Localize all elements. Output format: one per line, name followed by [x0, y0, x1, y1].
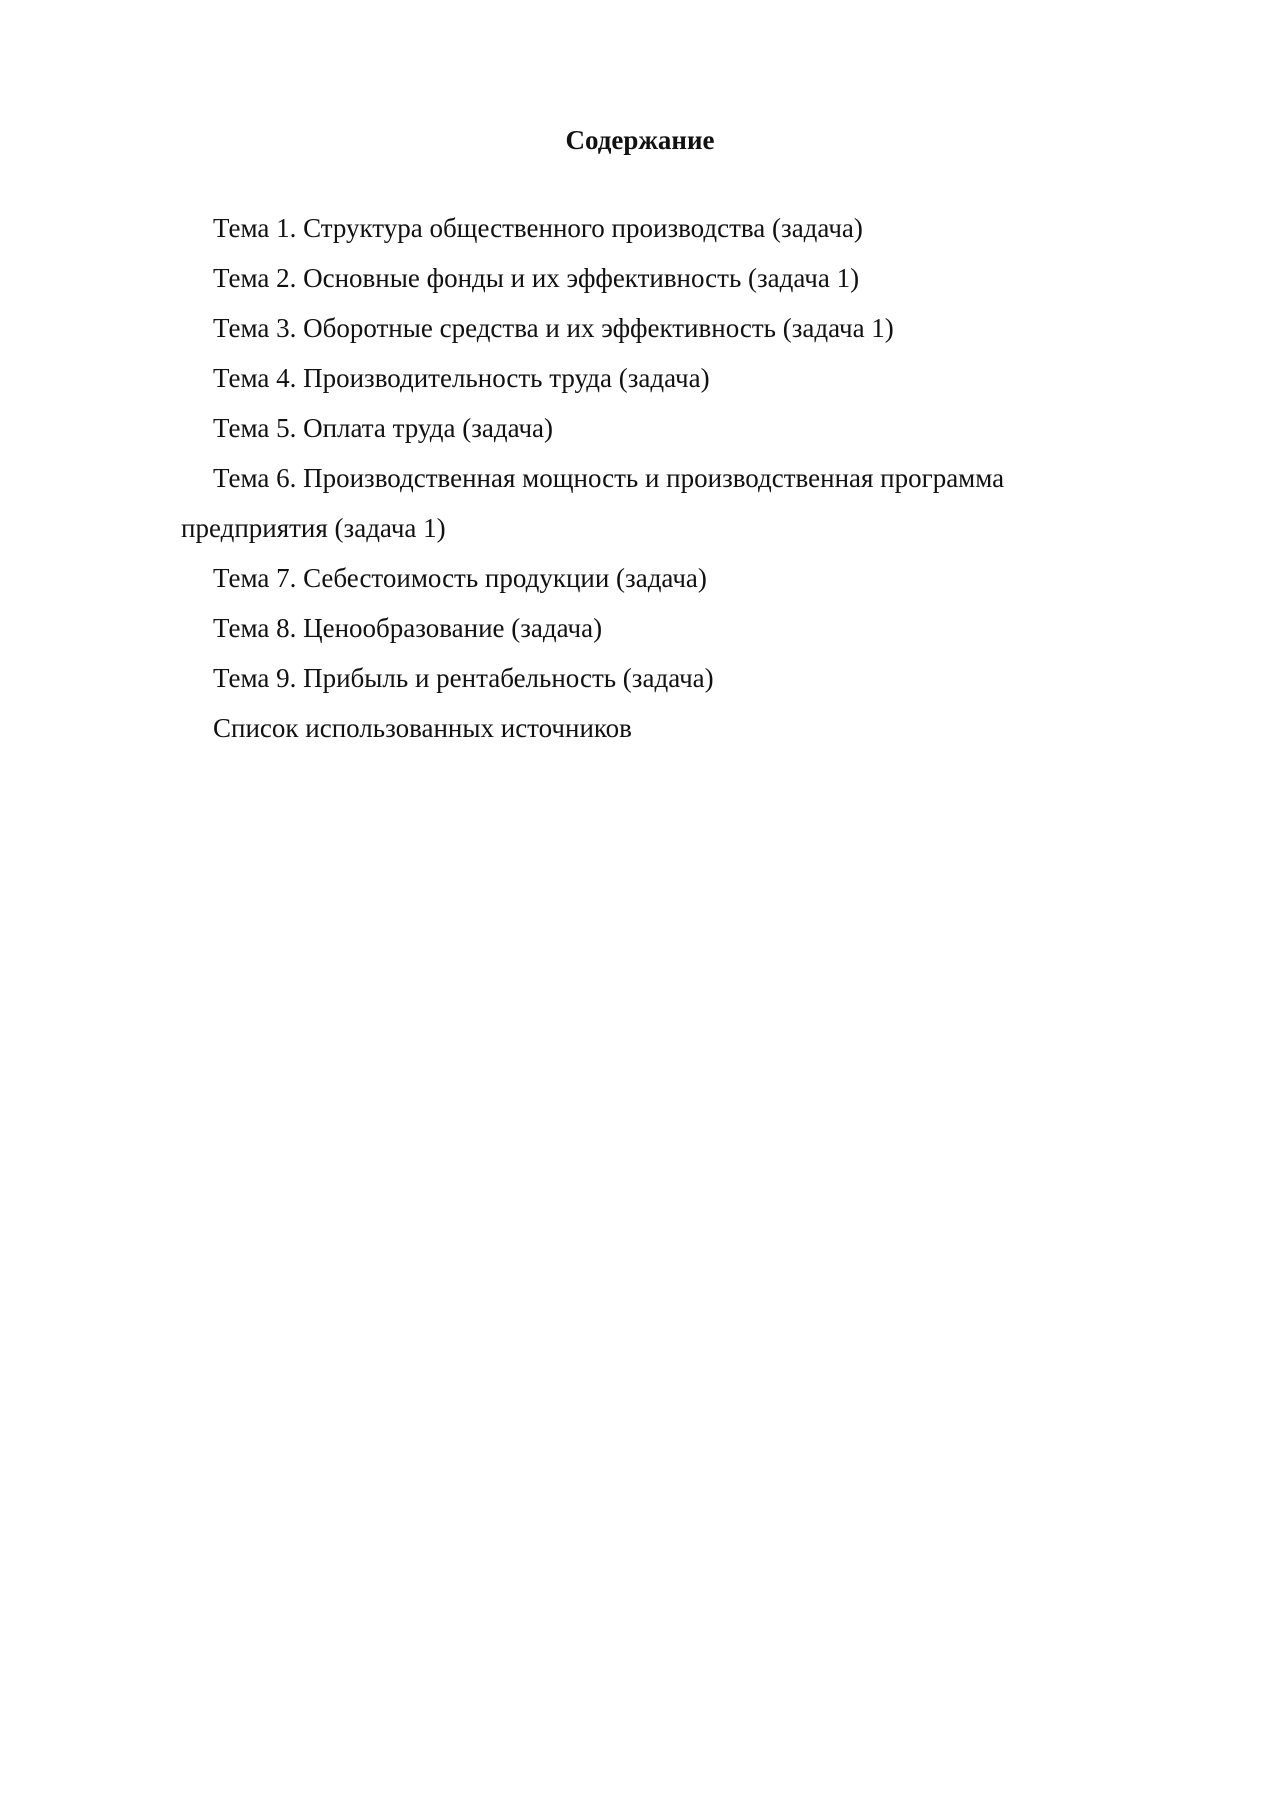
toc-item-topic-9: Тема 9. Прибыль и рентабельность (задача) — [213, 663, 714, 693]
toc-item-references: Список использованных источников — [213, 713, 632, 743]
page-title: Содержание — [565, 125, 715, 155]
toc-item-topic-6: Тема 6. Производственная мощность и производственная программа предприятия (задача 1) — [181, 463, 1005, 543]
toc-item-topic-3: Тема 3. Оборотные средства и их эффективность (задача 1) — [213, 313, 894, 343]
toc-item-topic-1: Тема 1. Структура общественного производства (задача) — [213, 213, 863, 243]
toc-item-topic-4: Тема 4. Производительность труда (задача) — [213, 363, 710, 393]
toc-item-topic-7: Тема 7. Себестоимость продукции (задача) — [213, 563, 707, 593]
toc-item-topic-8: Тема 8. Ценообразование (задача) — [213, 613, 603, 643]
table-of-contents — [181, 203, 1111, 753]
toc-item-topic-5: Тема 5. Оплата труда (задача) — [213, 413, 554, 443]
toc-item-topic-2: Тема 2. Основные фонды и их эффективность (задача 1) — [213, 263, 860, 293]
